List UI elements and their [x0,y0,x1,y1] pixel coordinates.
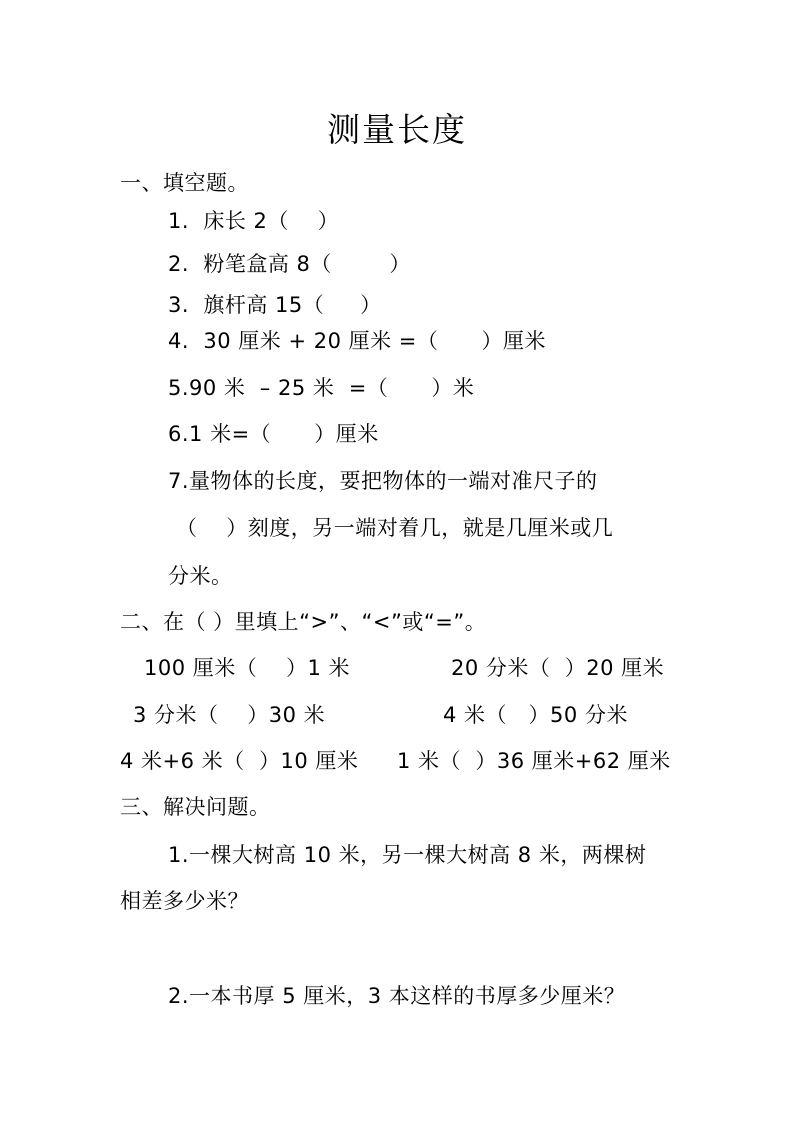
page-title: 测量长度 [327,110,467,149]
compare-row2-left: 3 分米（ ）30 米 [133,703,326,727]
fill-blank-item-6: 6.1 米=（ ）厘米 [168,422,379,446]
fill-blank-item-7-line-2: （ ）刻度，另一端对着几，就是几厘米或几 [176,516,614,540]
compare-row2-right: 4 米（ ）50 分米 [443,703,628,727]
fill-blank-item-2: 2. 粉笔盒高 8（ ） [168,252,411,276]
section1-heading: 一、填空题。 [120,171,249,195]
fill-blank-item-3: 3. 旗杆高 15（ ） [168,293,382,317]
problem-1-line-1: 1.一棵大树高 10 米，另一棵大树高 8 米，两棵树 [168,843,647,867]
fill-blank-item-7-line-3: 分米。 [168,564,233,588]
compare-row1-left: 100 厘米（ ）1 米 [144,656,350,680]
compare-row3-right: 1 米（ ）36 厘米+62 厘米 [397,749,671,773]
section2-heading: 二、在（ ）里填上“>”、“<”或“=”。 [120,610,487,634]
fill-blank-item-4: 4. 30 厘米 + 20 厘米 =（ ）厘米 [168,329,546,353]
fill-blank-item-1: 1. 床长 2（ ） [168,209,340,233]
problem-1-line-2: 相差多少米？ [120,889,249,913]
compare-row3-left: 4 米+6 米（ ）10 厘米 [120,749,359,773]
problem-2: 2.一本书厚 5 厘米，3 本这样的书厚多少厘米？ [168,984,626,1008]
fill-blank-item-5: 5.90 米 – 25 米 =（ ）米 [168,376,475,400]
section3-heading: 三、解决问题。 [120,795,271,819]
fill-blank-item-7: 7.量物体的长度，要把物体的一端对准尺子的 [168,469,598,493]
compare-row1-right: 20 分米（ ）20 厘米 [451,656,665,680]
